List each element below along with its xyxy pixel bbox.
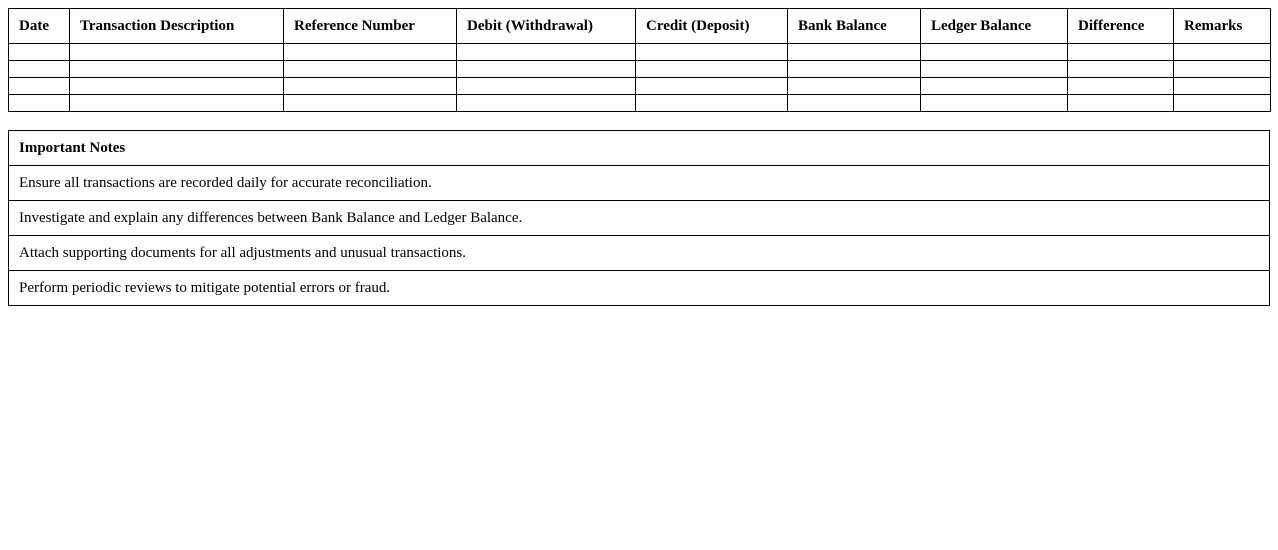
table-cell — [9, 61, 70, 78]
notes-header-row — [9, 131, 1270, 166]
table-cell — [9, 78, 70, 95]
note-text: Investigate and explain any differences between Bank Balance and Ledger Balance. — [9, 201, 1270, 236]
table-cell — [1174, 61, 1271, 78]
list-item — [9, 271, 1270, 306]
table-cell — [1068, 78, 1174, 95]
table-row — [9, 78, 1271, 95]
table-cell — [70, 78, 284, 95]
table-cell — [1174, 78, 1271, 95]
table-cell — [921, 95, 1068, 112]
table-row — [9, 61, 1271, 78]
list-item — [9, 236, 1270, 271]
table-cell — [457, 78, 636, 95]
table-cell — [457, 61, 636, 78]
table-cell — [1174, 95, 1271, 112]
table-cell — [788, 95, 921, 112]
table-cell — [636, 44, 788, 61]
table-cell — [70, 44, 284, 61]
reconciliation-table — [8, 8, 1271, 112]
table-cell — [9, 95, 70, 112]
table-cell — [457, 44, 636, 61]
table-cell — [788, 78, 921, 95]
note-text: Perform periodic reviews to mitigate potential errors or fraud. — [9, 271, 1270, 306]
table-cell — [636, 78, 788, 95]
table-cell — [921, 78, 1068, 95]
column-header-remarks: Remarks — [1174, 9, 1271, 44]
important-notes-table — [8, 130, 1270, 306]
table-row — [9, 95, 1271, 112]
table-cell — [1174, 44, 1271, 61]
table-cell — [636, 61, 788, 78]
note-text: Attach supporting documents for all adjustments and unusual transactions. — [9, 236, 1270, 271]
column-header-credit: Credit (Deposit) — [636, 9, 788, 44]
table-cell — [921, 44, 1068, 61]
table-row — [9, 44, 1271, 61]
column-header-difference: Difference — [1068, 9, 1174, 44]
column-header-ledger-balance: Ledger Balance — [921, 9, 1068, 44]
table-cell — [788, 44, 921, 61]
table-cell — [284, 61, 457, 78]
table-cell — [788, 61, 921, 78]
column-header-debit: Debit (Withdrawal) — [457, 9, 636, 44]
table-cell — [1068, 44, 1174, 61]
table-cell — [457, 95, 636, 112]
column-header-bank-balance: Bank Balance — [788, 9, 921, 44]
table-cell — [70, 61, 284, 78]
table-cell — [284, 44, 457, 61]
table-cell — [636, 95, 788, 112]
list-item — [9, 201, 1270, 236]
table-cell — [70, 95, 284, 112]
list-item — [9, 166, 1270, 201]
table-cell — [284, 95, 457, 112]
column-header-date: Date — [9, 9, 70, 44]
column-header-reference-number: Reference Number — [284, 9, 457, 44]
notes-title: Important Notes — [9, 131, 1270, 166]
column-header-transaction-description: Transaction Description — [70, 9, 284, 44]
table-header-row — [9, 9, 1271, 44]
table-cell — [1068, 61, 1174, 78]
table-cell — [921, 61, 1068, 78]
table-cell — [284, 78, 457, 95]
table-cell — [1068, 95, 1174, 112]
table-cell — [9, 44, 70, 61]
note-text: Ensure all transactions are recorded daily for accurate reconciliation. — [9, 166, 1270, 201]
